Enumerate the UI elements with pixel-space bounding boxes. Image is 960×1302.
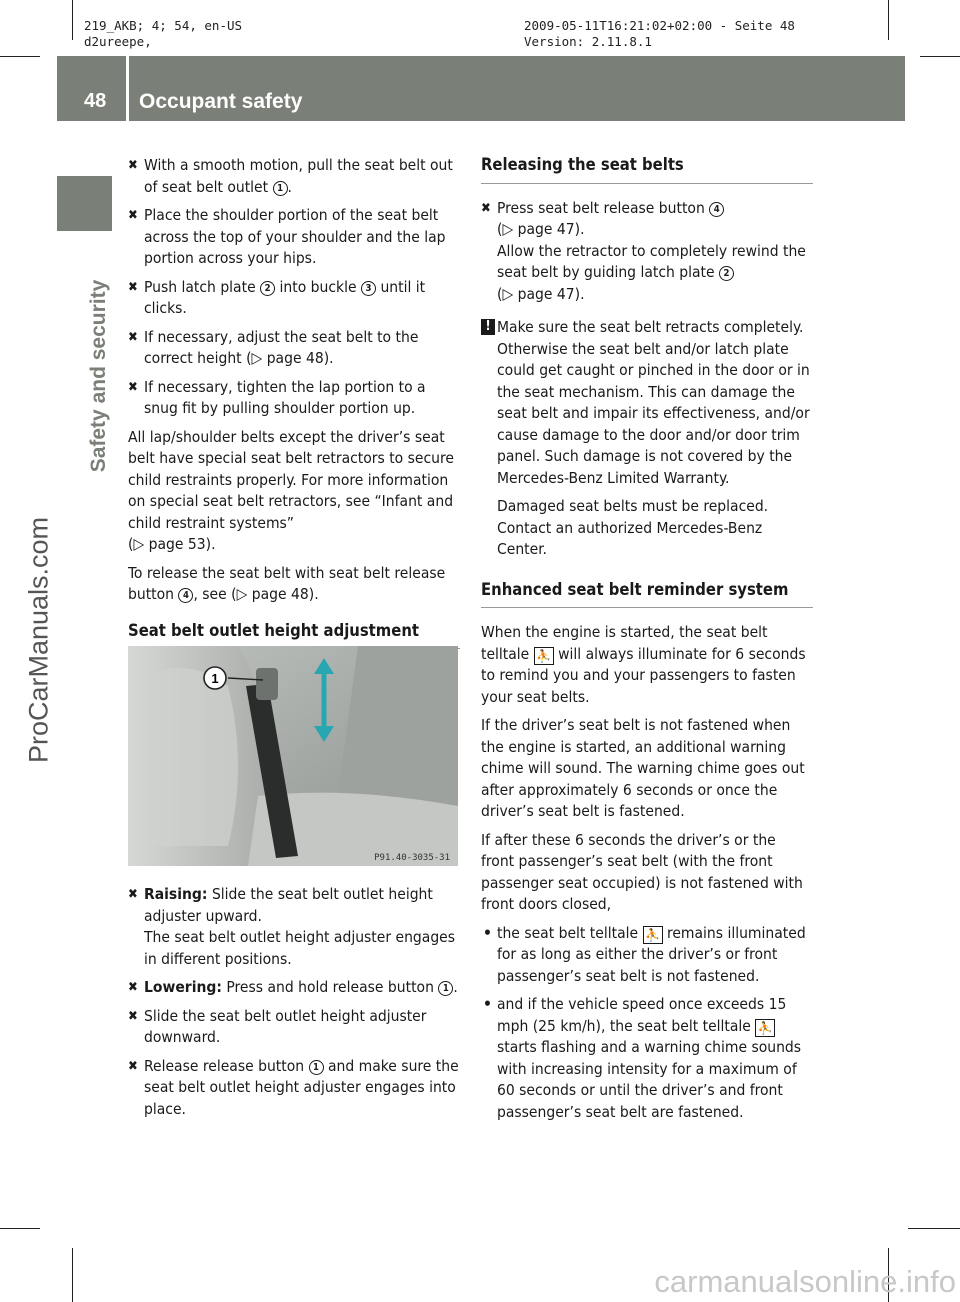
arrow-icon: ✖	[128, 1058, 138, 1074]
doc-meta-left	[84, 18, 242, 50]
page-ref-icon: ▷	[133, 535, 145, 553]
warning-note	[481, 317, 813, 489]
right-column	[481, 140, 813, 1130]
callout-2-icon: 2	[719, 266, 734, 281]
step-item	[128, 1056, 462, 1121]
step-text: Place the shoulder portion of the seat belt across the top of your shoulder and the lap portion across your hips.	[144, 206, 446, 267]
page-ref-icon: ▷	[502, 220, 514, 238]
figure-code: P91.40-3035-31	[374, 853, 450, 863]
page-ref[interactable]: page 47).	[517, 220, 585, 238]
step-text: The seat belt outlet height adjuster engages in different positions.	[144, 928, 456, 968]
list-text: remains illuminated for as long as either the driver’s or front passenger’s seat belt is not fastened.	[497, 923, 806, 985]
callout-1-icon: 1	[309, 1060, 324, 1075]
step-text: If necessary, adjust the seat belt to the correct height (	[144, 327, 419, 367]
paragraph-text: will always illuminate for 6 seconds to remind you and your passengers to fasten your seat belts.	[481, 644, 806, 706]
meta-line: Version: 2.11.8.1	[524, 34, 652, 49]
list-text: starts flashing and a warning chime sounds with increasing intensity for a maximum of 60 seconds or until the driver’s and front passenger’s seat belt are fastened.	[497, 1038, 802, 1121]
step-text: Press seat belt release button	[497, 198, 705, 217]
arrow-icon: ✖	[128, 887, 138, 902]
arrow-icon: ✖	[128, 279, 138, 295]
bullet-icon: •	[483, 995, 492, 1013]
callout-label: 1	[211, 671, 219, 686]
step-text: With a smooth motion, pull the seat belt out of seat belt outlet	[144, 156, 453, 196]
page-ref-icon: ▷	[502, 284, 514, 303]
seat-belt-telltale-icon: ⛹	[755, 1019, 775, 1037]
side-watermark	[16, 460, 62, 820]
paragraph-text: To release the seat belt with seat belt release button	[128, 563, 446, 603]
step-label: Lowering:	[144, 978, 222, 996]
section-heading: Enhanced seat belt reminder system	[481, 579, 813, 609]
step-item	[128, 205, 460, 270]
page-ref-icon: ▷	[236, 585, 248, 603]
crop-mark	[0, 1228, 40, 1229]
meta-line: 219_AKB; 4; 54, en-US	[84, 18, 243, 33]
list-item	[481, 923, 813, 988]
crop-mark	[920, 56, 960, 57]
meta-line: 2009-05-11T16:21:02+02:00 - Seite 48	[524, 18, 795, 33]
section-heading: Seat belt outlet height adjustment	[128, 620, 460, 650]
step-item: ✖ Lowering: Press and hold release button 1 .	[128, 977, 462, 999]
bullet-icon: •	[483, 923, 492, 942]
page-ref[interactable]: page 53).	[148, 535, 216, 553]
step-text: Slide the seat belt outlet height adjuster upward.	[144, 885, 433, 925]
left-column	[128, 155, 460, 663]
callout-4-icon: 4	[178, 588, 193, 603]
callout-4-icon: 4	[709, 202, 724, 217]
list-text: the seat belt telltale	[497, 923, 639, 942]
paragraph-text: When the engine is started, the seat belt telltale	[481, 623, 768, 663]
step-text: Release release button	[144, 1056, 305, 1075]
crop-mark	[72, 1248, 73, 1302]
body-paragraph: If the driver’s seat belt is not fastened when the engine is started, an additional warning chime will sound. The warning chime goes out after approximately 6 seconds or once the driver’s seat belt is fastened.	[481, 716, 805, 820]
step-text: Push latch plate	[144, 277, 256, 296]
exclamation-icon: !	[481, 319, 495, 335]
crop-mark	[908, 1228, 960, 1229]
header-divider	[126, 56, 129, 121]
paragraph-text: All lap/shoulder belts except the driver’s seat belt have special seat belt retractors to secure child restraints properly. For more information on special seat belt retractors, see “Infant and child restraint systems”	[128, 427, 454, 532]
watermark-text: ProCarManuals.com	[23, 516, 54, 764]
paragraph-text: , see (	[193, 585, 237, 603]
body-paragraph	[481, 622, 813, 708]
step-text: Allow the retractor to completely rewind the seat belt by guiding latch plate	[497, 241, 806, 281]
arrow-icon: ✖	[128, 329, 138, 345]
doc-meta-right	[524, 18, 795, 50]
seat-belt-photo	[128, 646, 458, 866]
crop-mark	[0, 56, 40, 57]
page-ref[interactable]: page 48).	[251, 585, 319, 603]
section-tab	[57, 176, 112, 231]
arrow-icon: ✖	[128, 379, 138, 395]
list-text: and if the vehicle speed once exceeds 15 mph (25 km/h), the seat belt telltale	[497, 995, 787, 1035]
arrow-icon: ✖	[128, 208, 138, 223]
step-text: Slide the seat belt outlet height adjuster downward.	[144, 1006, 427, 1046]
callout-1-icon: 1	[438, 981, 453, 996]
step-text: until it clicks.	[144, 277, 426, 317]
step-text: Press and hold release button	[226, 978, 434, 996]
section-label-text: Safety and security	[87, 279, 110, 473]
step-item	[128, 277, 460, 320]
page-title: Occupant safety	[139, 90, 303, 113]
step-item	[128, 377, 460, 420]
step-item	[128, 884, 462, 970]
step-text: into buckle	[279, 277, 357, 296]
page-ref[interactable]: page 47).	[517, 284, 585, 303]
step-item	[128, 327, 460, 370]
seat-belt-illustration	[128, 646, 458, 866]
body-paragraph	[128, 563, 460, 606]
body-paragraph: If after these 6 seconds the driver’s or the front passenger’s seat belt (with the front passenger seat occupied) is not fastened with front doors closed,	[481, 830, 803, 913]
step-item	[128, 1006, 462, 1049]
arrow-icon: ✖	[481, 200, 491, 216]
section-heading: Releasing the seat belts	[481, 154, 813, 184]
step-text: If necessary, tighten the lap portion to a snug fit by pulling shoulder portion up.	[144, 377, 426, 417]
page-ref-icon: ▷	[251, 349, 263, 367]
callout-1-icon: 1	[273, 181, 288, 196]
warning-note-continued: Damaged seat belts must be replaced. Contact an authorized Mercedes-Benz Center.	[497, 497, 769, 558]
arrow-icon: ✖	[128, 980, 138, 995]
seat-belt-telltale-icon: ⛹	[534, 647, 554, 665]
outlet-adjuster	[256, 668, 278, 700]
warning-text: Make sure the seat belt retracts completely. Otherwise the seat belt and/or latch plate could get caught or pinched in the door or in the seat mechanism. This can damage the seat belt and impair its effectiveness, and/or cause damage to the door and/or door trim panel. Such damage is not covered by the Mercedes-Benz Limited Warranty.	[497, 318, 810, 487]
arrow-icon: ✖	[128, 158, 138, 173]
callout-3-icon: 3	[361, 281, 376, 296]
callout-2-icon: 2	[260, 281, 275, 296]
list-item	[481, 994, 813, 1123]
step-item: ✖ With a smooth motion, pull the seat belt out of seat belt outlet 1 .	[128, 156, 453, 196]
section-label	[84, 246, 114, 506]
footer-watermark: carmanualsonline.info	[654, 1264, 956, 1299]
arrow-icon: ✖	[128, 1008, 138, 1024]
step-label: Raising:	[144, 885, 208, 903]
seat-belt-telltale-icon: ⛹	[643, 926, 663, 944]
left-column-lower	[128, 884, 462, 1127]
step-text: and make sure the seat belt outlet height adjuster engages into place.	[144, 1056, 459, 1118]
crop-mark	[888, 0, 889, 40]
page-ref[interactable]: page 48).	[266, 349, 334, 367]
body-paragraph: All lap/shoulder belts except the driver’s seat belt have special seat belt retractors to secure child restraints properly. For more information on special seat belt retractors, see “Infant and child restraint systems” (▷ page 53).	[128, 427, 454, 553]
step-item: ✖ Press seat belt release button 4 (▷ page 47). Allow the retractor to completely rewind the seat belt by guiding latch plate 2 (▷ page 47).	[481, 198, 806, 303]
page-number: 48	[84, 90, 107, 112]
meta-line: d2ureepe,	[84, 34, 152, 49]
crop-mark	[72, 0, 73, 40]
